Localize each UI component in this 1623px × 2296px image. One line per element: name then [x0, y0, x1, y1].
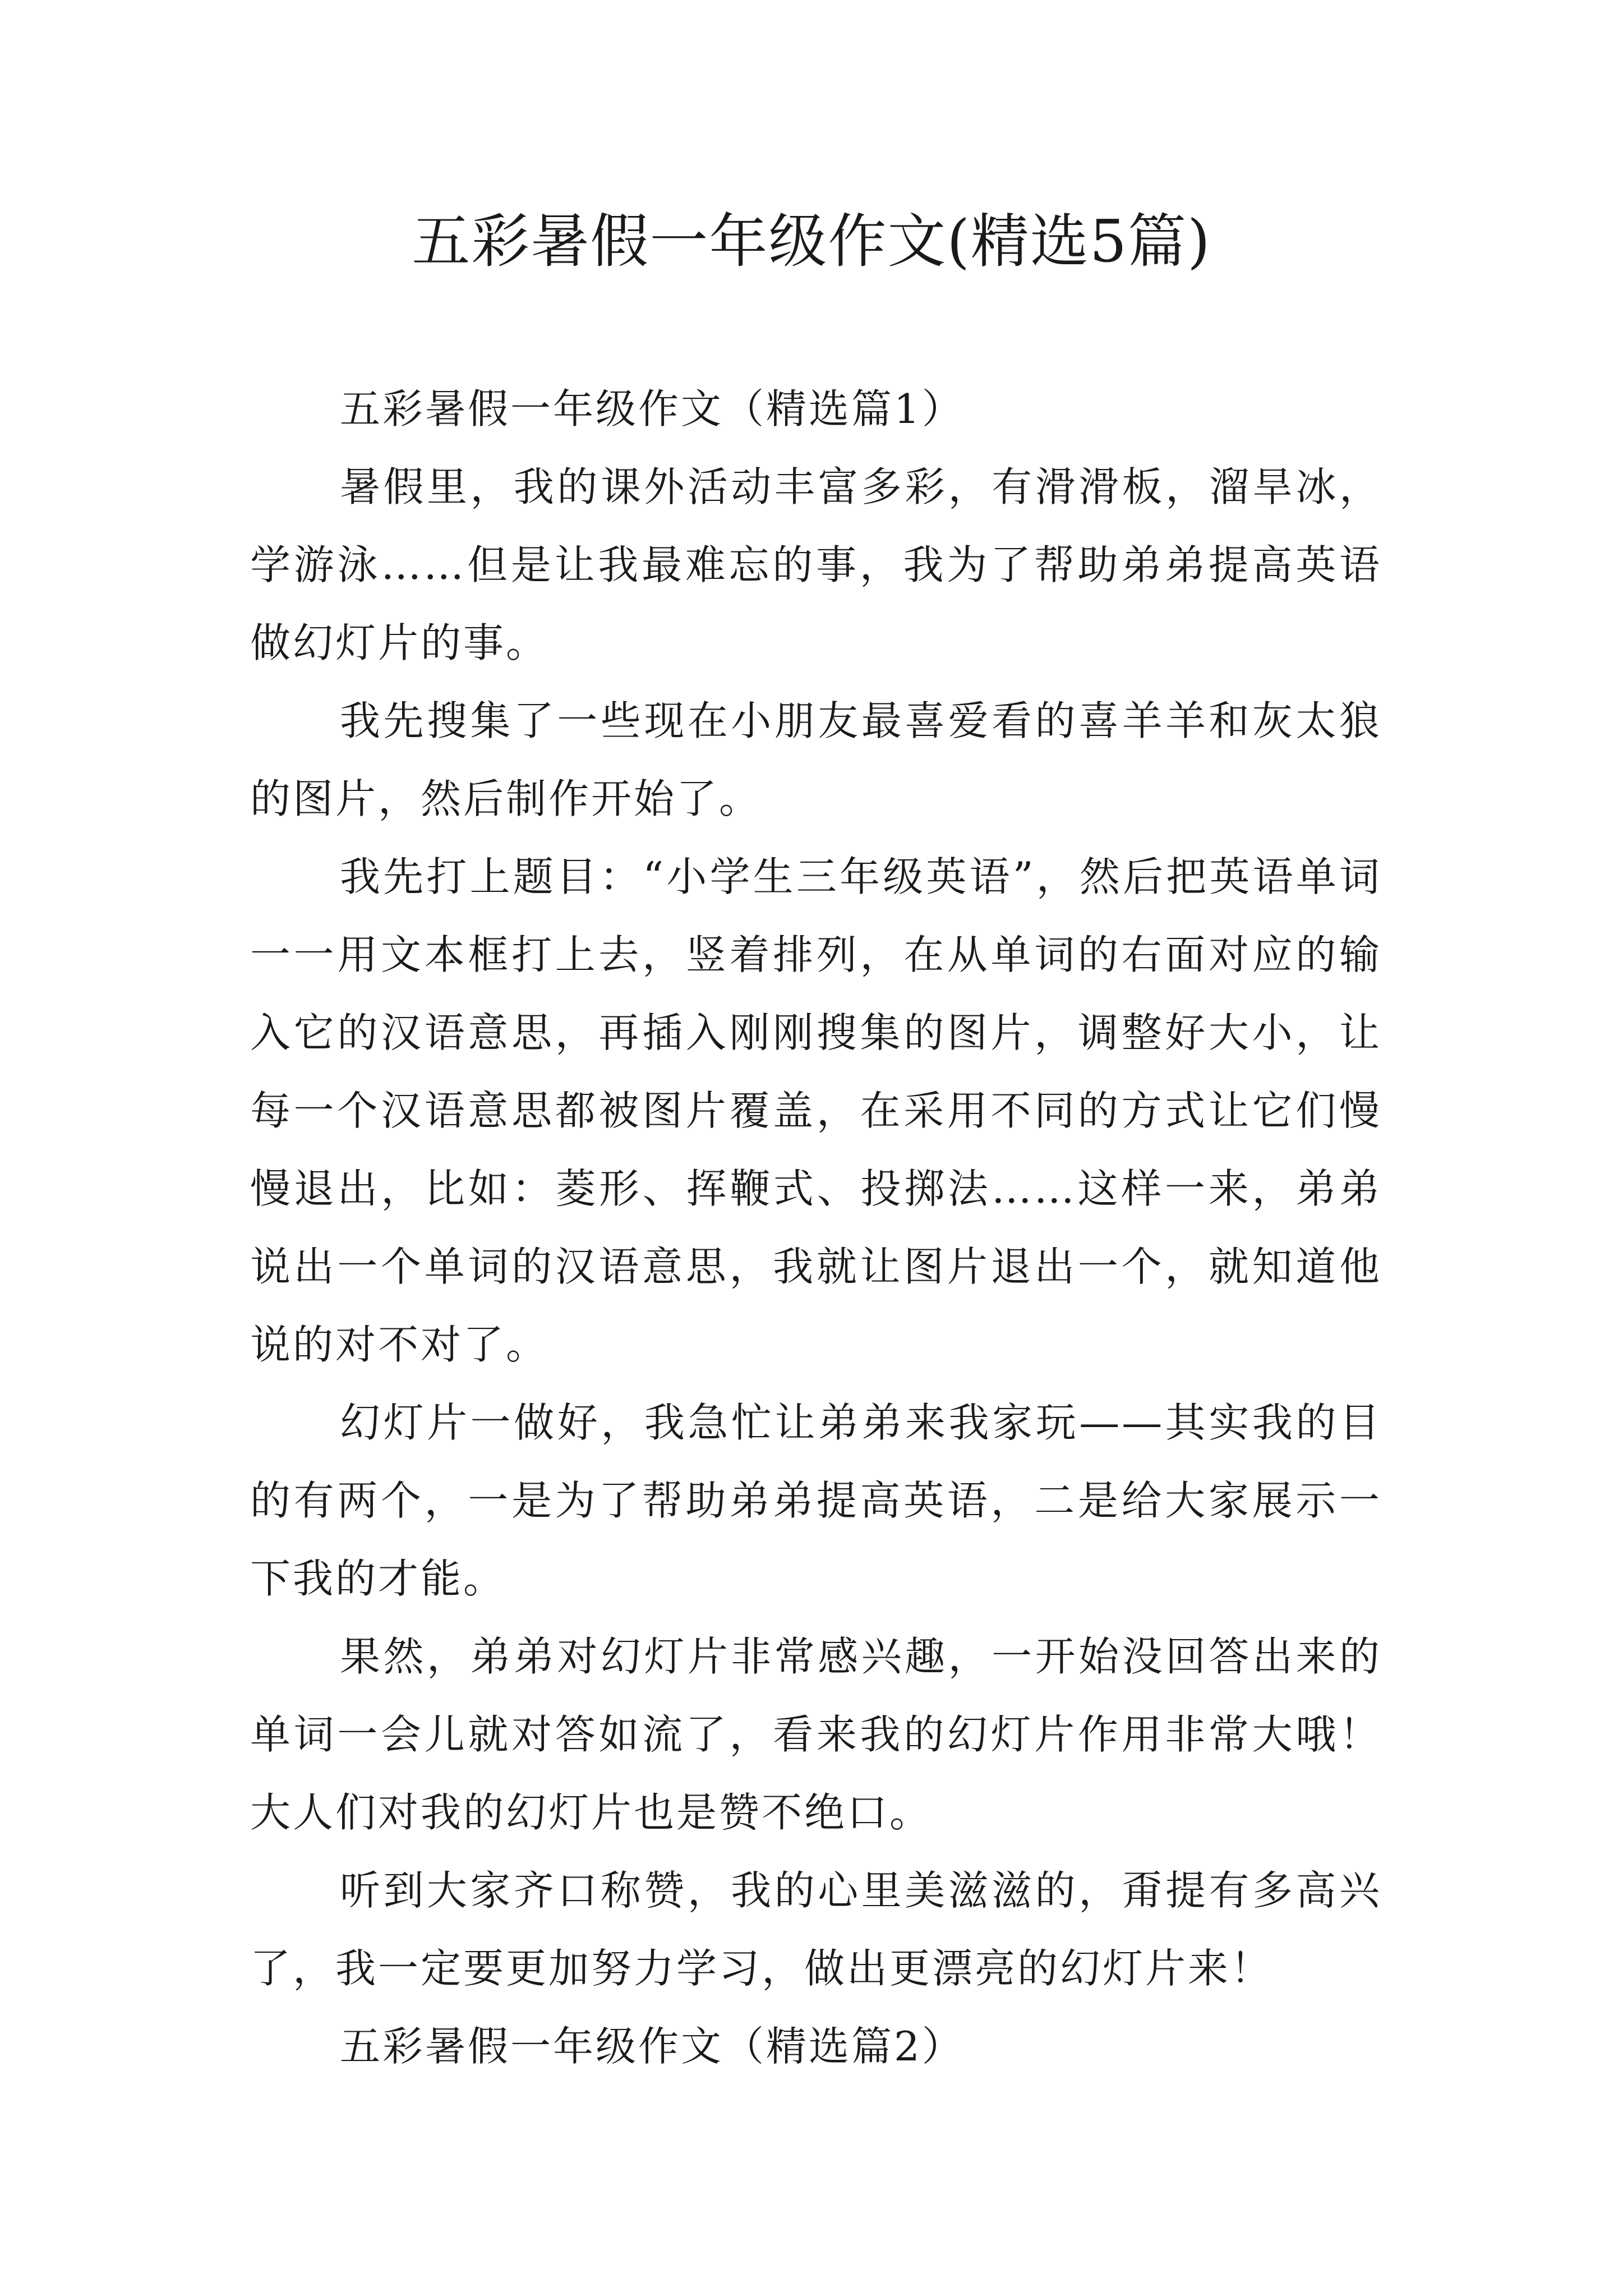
paragraph: 我先搜集了一些现在小朋友最喜爱看的喜羊羊和灰太狼的图片，然后制作开始了。: [250, 697, 1382, 822]
paragraph: 暑假里，我的课外活动丰富多彩，有滑滑板，溜旱冰，学游泳……但是让我最难忘的事，我为了帮助弟弟提高英语做幻灯片的事。: [250, 463, 1382, 666]
paragraph: 幻灯片一做好，我急忙让弟弟来我家玩——其实我的目的有两个，一是为了帮助弟弟提高英语，二是给大家展示一下我的才能。: [250, 1399, 1382, 1602]
document-body: [250, 370, 1382, 2086]
paragraph: 果然，弟弟对幻灯片非常感兴趣，一开始没回答出来的单词一会儿就对答如流了，看来我的幻灯片作用非常大哦！大人们对我的幻灯片也是赞不绝口。: [250, 1633, 1382, 1836]
section-heading-2: 五彩暑假一年级作文（精选篇2）: [340, 2023, 965, 2070]
paragraph: 听到大家齐口称赞，我的心里美滋滋的，甭提有多高兴了，我一定要更加努力学习，做出更漂亮的幻灯片来！: [250, 1867, 1382, 1992]
section-heading-1: 五彩暑假一年级作文（精选篇1）: [340, 385, 965, 432]
paragraph: 我先打上题目：“小学生三年级英语”，然后把英语单词一一用文本框打上去，竖着排列，在从单词的右面对应的输入它的汉语意思，再插入刚刚搜集的图片，调整好大小，让每一个汉语意思都被图片覆盖，在采用不同的方式让它们慢慢退出，比如：菱形、挥鞭式、投掷法……这样一来，弟弟说出一个单词的汉语意思，我就让图片退出一个，就知道他说的对不对了。: [250, 853, 1382, 1368]
document-title: 五彩暑假一年级作文(精选5篇): [412, 207, 1211, 275]
